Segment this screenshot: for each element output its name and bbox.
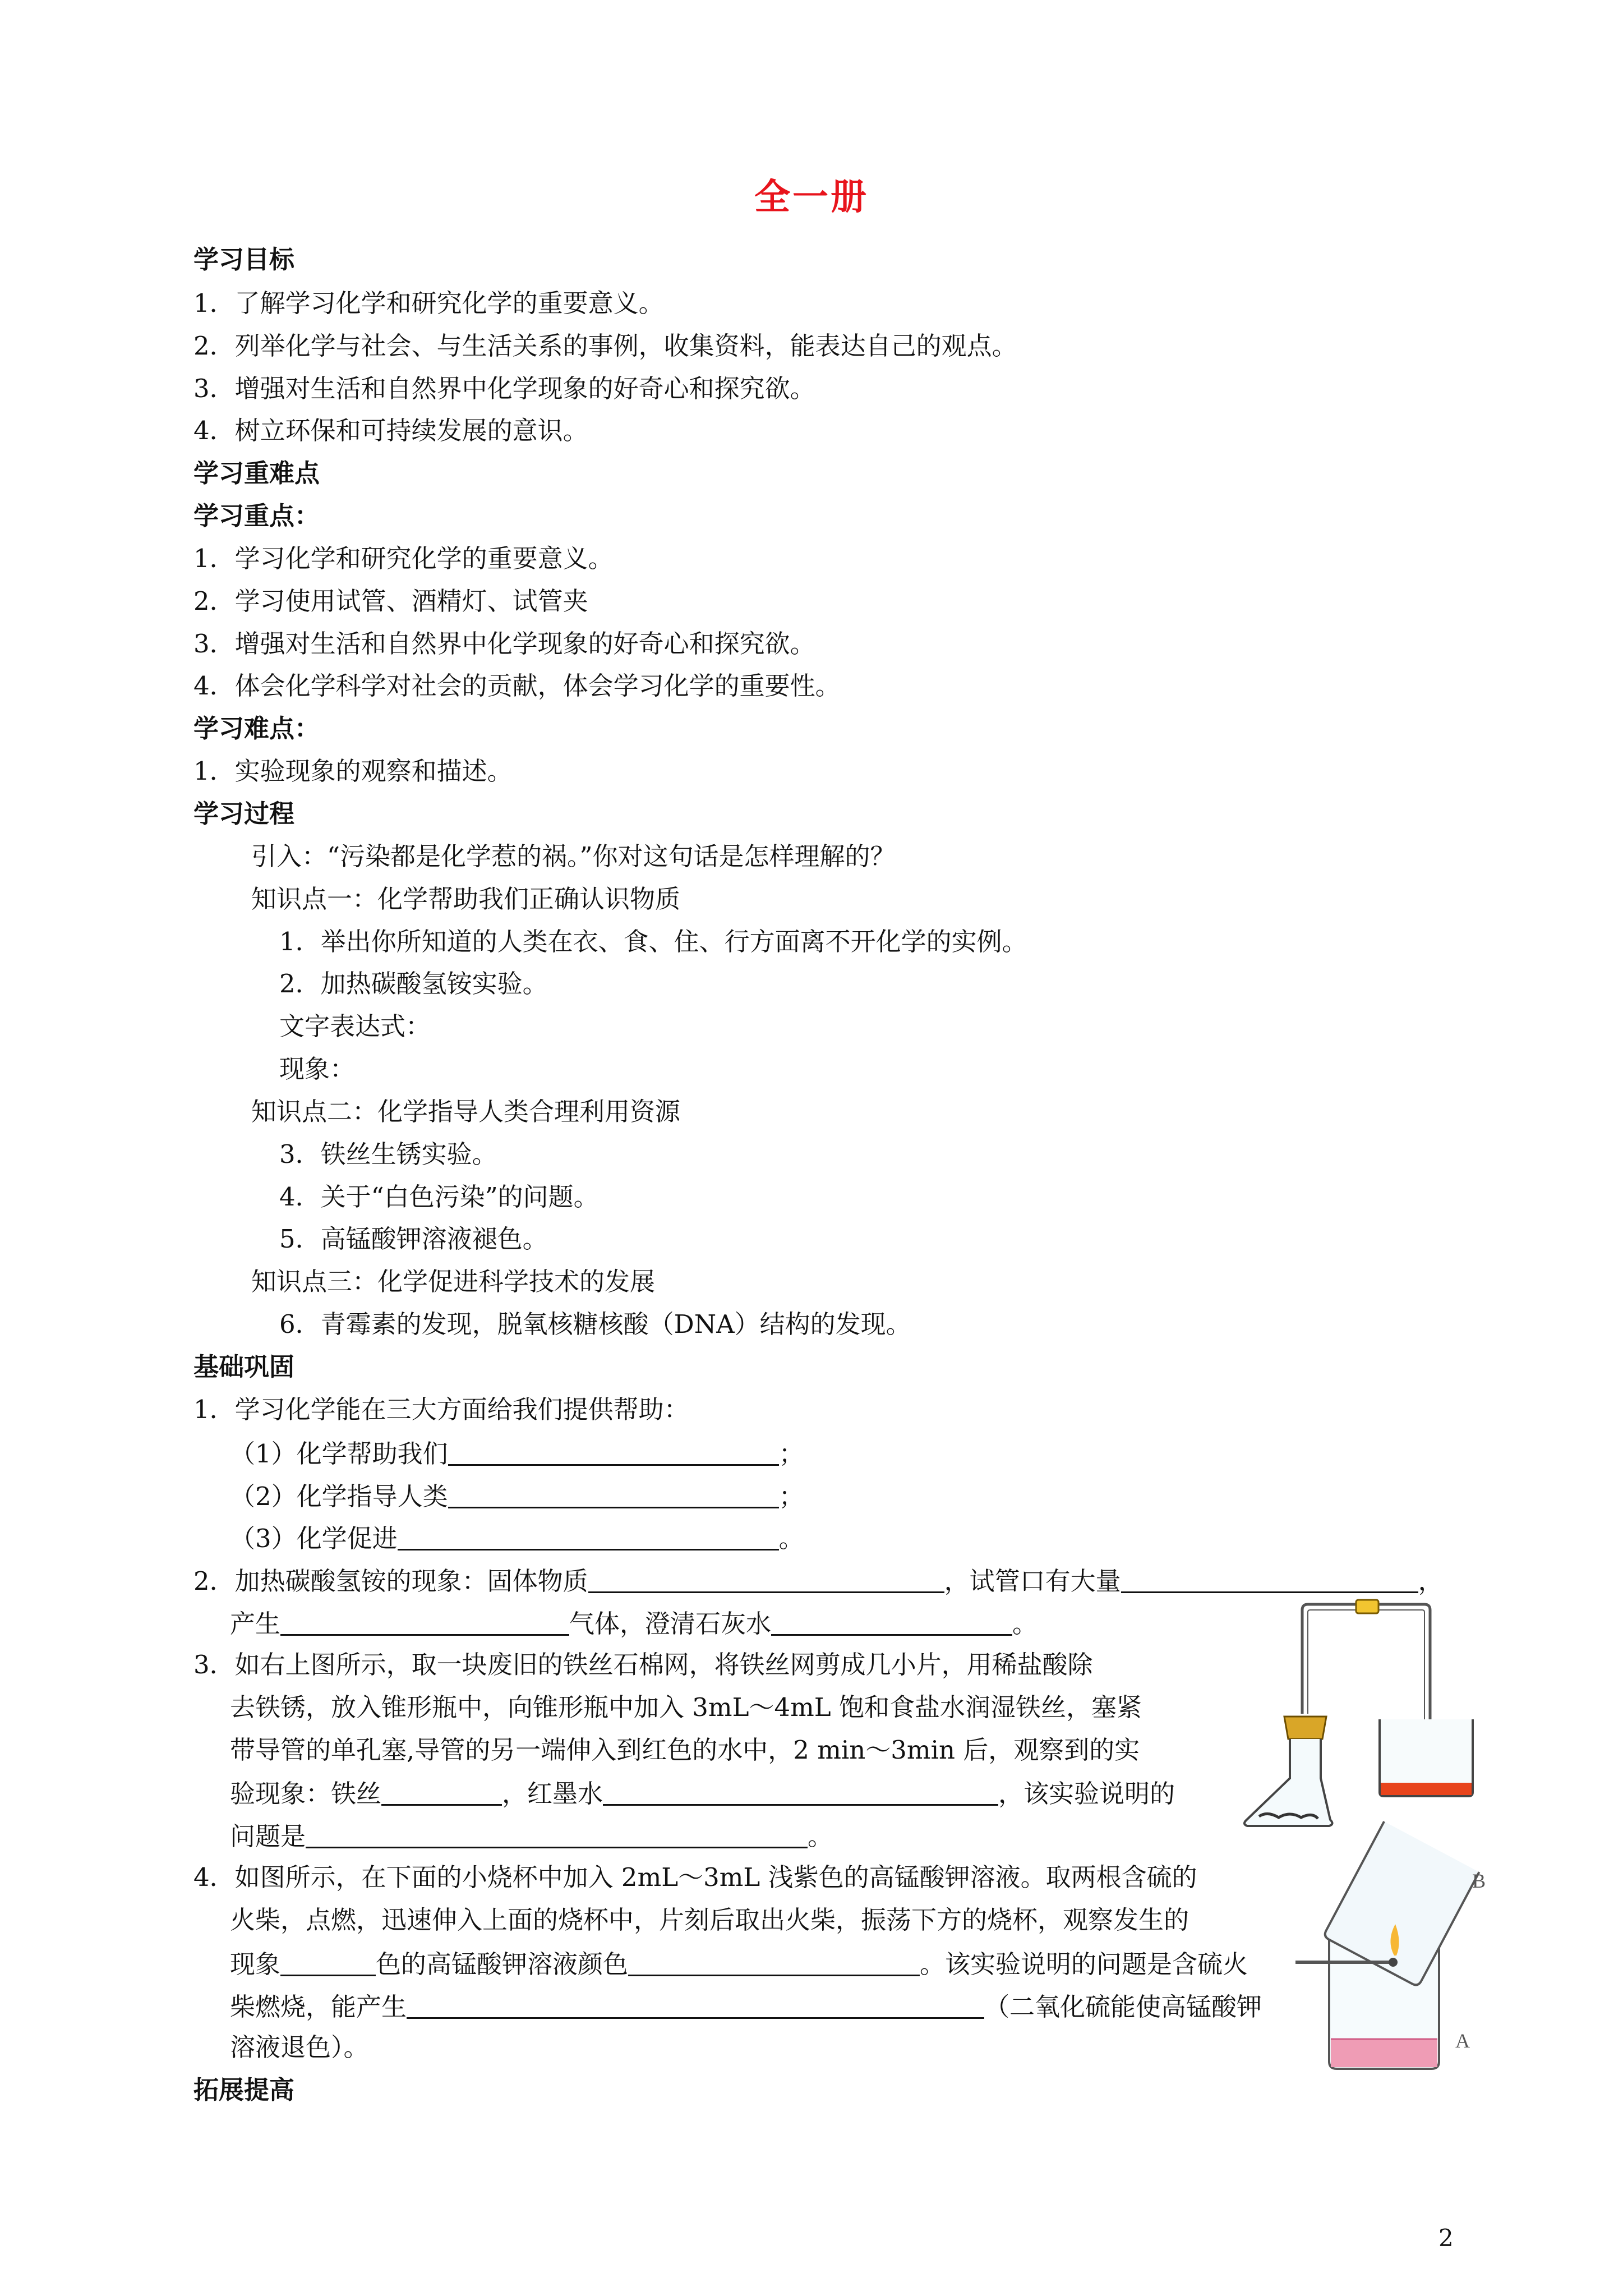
answer-blank[interactable] xyxy=(280,1950,376,1976)
stopper-icon xyxy=(1284,1717,1326,1739)
question-1a: （1）化学帮助我们 ； xyxy=(230,1439,804,1469)
question-1b: （2）化学指导人类 ； xyxy=(230,1481,804,1511)
answer-blank[interactable] xyxy=(603,1779,998,1806)
key-point-item: 2．学习使用试管、酒精灯、试管夹 xyxy=(193,586,588,616)
question-4-line-1: 4．如图所示，在下面的小烧杯中加入 2mL～3mL 浅紫色的高锰酸钾溶液。取两根含硫的 xyxy=(193,1862,1197,1892)
process-item: 1．举出你所知道的人类在衣、食、住、行方面离不开化学的实例。 xyxy=(279,927,1027,956)
objectives-heading: 学习目标 xyxy=(193,245,295,274)
question-3-line-4: 验现象：铁丝 ，红墨水 ，该实验说明的 xyxy=(230,1779,1175,1809)
question-3-line-5: 问题是 。 xyxy=(230,1821,833,1851)
question-4-line-5: 溶液退色）。 xyxy=(230,2032,369,2062)
answer-blank[interactable] xyxy=(771,1609,1012,1636)
process-item: 现象： xyxy=(279,1054,356,1084)
iron-rust-apparatus-figure xyxy=(1234,1599,1503,1834)
key-point-item: 1．学习化学和研究化学的重要意义。 xyxy=(193,544,614,573)
permanganate-solution xyxy=(1331,2039,1437,2067)
answer-blank[interactable] xyxy=(306,1822,808,1848)
question-4-line-3: 现象 色的高锰酸钾溶液颜色 。该实验说明的问题是含硫火 xyxy=(230,1949,1248,1979)
question-1: 1．学习化学能在三大方面给我们提供帮助： xyxy=(193,1395,689,1424)
key-point-item: 3．增强对生活和自然界中化学现象的好奇心和探究欲。 xyxy=(193,629,815,659)
page-title: 全一册 xyxy=(754,176,869,218)
tube-connector-icon xyxy=(1356,1600,1378,1613)
question-4-line-2: 火柴，点燃，迅速伸入上面的烧杯中，片刻后取出火柴，振荡下方的烧杯，观察发生的 xyxy=(230,1905,1189,1935)
basic-heading: 基础巩固 xyxy=(193,1352,295,1382)
answer-blank[interactable] xyxy=(448,1439,779,1466)
answer-blank[interactable] xyxy=(588,1567,944,1593)
objective-item: 1．了解学习化学和研究化学的重要意义。 xyxy=(193,288,664,318)
knowledge-point-1: 知识点一：化学帮助我们正确认识物质 xyxy=(251,884,681,914)
answer-blank[interactable] xyxy=(1121,1567,1418,1593)
red-water xyxy=(1381,1783,1472,1795)
process-item: 6．青霉素的发现，脱氧核糖核酸（DNA）结构的发现。 xyxy=(279,1309,911,1339)
beaker-label-b: B xyxy=(1472,1870,1486,1892)
page-number: 2 xyxy=(1438,2224,1454,2252)
process-item: 5．高锰酸钾溶液褪色。 xyxy=(279,1224,548,1254)
question-3-line-3: 带导管的单孔塞,导管的另一端伸入到红色的水中，2 min～3min 后，观察到的实 xyxy=(230,1735,1140,1765)
answer-blank[interactable] xyxy=(381,1779,502,1806)
key-point-item: 4．体会化学科学对社会的贡献，体会学习化学的重要性。 xyxy=(193,671,841,701)
process-intro: 引入：“污染都是化学惹的祸。”你对这句话是怎样理解的？ xyxy=(251,841,896,871)
key-points-heading: 学习重点： xyxy=(193,501,320,531)
answer-blank[interactable] xyxy=(628,1950,920,1976)
knowledge-point-3: 知识点三：化学促进科学技术的发展 xyxy=(251,1267,656,1296)
process-item: 文字表达式： xyxy=(279,1011,431,1041)
permanganate-apparatus-figure xyxy=(1262,1840,1553,2098)
key-difficult-heading: 学习重难点 xyxy=(193,458,320,488)
process-item: 2．加热碳酸氢铵实验。 xyxy=(279,969,548,999)
process-heading: 学习过程 xyxy=(193,799,295,829)
process-item: 4．关于“白色污染”的问题。 xyxy=(279,1182,599,1212)
question-3-line-1: 3．如右上图所示，取一块废旧的铁丝石棉网，将铁丝网剪成几小片，用稀盐酸除 xyxy=(193,1650,1093,1680)
objective-item: 3．增强对生活和自然界中化学现象的好奇心和探究欲。 xyxy=(193,374,815,403)
objective-item: 2．列举化学与社会、与生活关系的事例，收集资料，能表达自己的观点。 xyxy=(193,331,1017,361)
objective-item: 4．树立环保和可持续发展的意识。 xyxy=(193,416,588,445)
beaker-label-a: A xyxy=(1455,2030,1470,2052)
question-3-line-2: 去铁锈，放入锥形瓶中，向锥形瓶中加入 3mL～4mL 饱和食盐水润湿铁丝，塞紧 xyxy=(230,1692,1142,1722)
answer-blank[interactable] xyxy=(280,1609,569,1636)
difficult-points-heading: 学习难点： xyxy=(193,714,320,743)
answer-blank[interactable] xyxy=(448,1482,779,1508)
difficult-point-item: 1．实验现象的观察和描述。 xyxy=(193,756,513,786)
answer-blank[interactable] xyxy=(398,1524,779,1550)
process-item: 3．铁丝生锈实验。 xyxy=(279,1139,497,1169)
extend-heading: 拓展提高 xyxy=(193,2075,295,2105)
question-2-line-2: 产生 气体，澄清石灰水 。 xyxy=(230,1609,1038,1639)
question-2-line-1: 2．加热碳酸氢铵的现象：固体物质 ，试管口有大量 ， xyxy=(193,1566,1444,1596)
knowledge-point-2: 知识点二：化学指导人类合理利用资源 xyxy=(251,1097,681,1126)
question-4-line-4: 柴燃烧，能产生 （二氧化硫能使高锰酸钾 xyxy=(230,1992,1262,2022)
question-1c: （3）化学促进 。 xyxy=(230,1524,804,1553)
answer-blank[interactable] xyxy=(407,1993,984,2019)
